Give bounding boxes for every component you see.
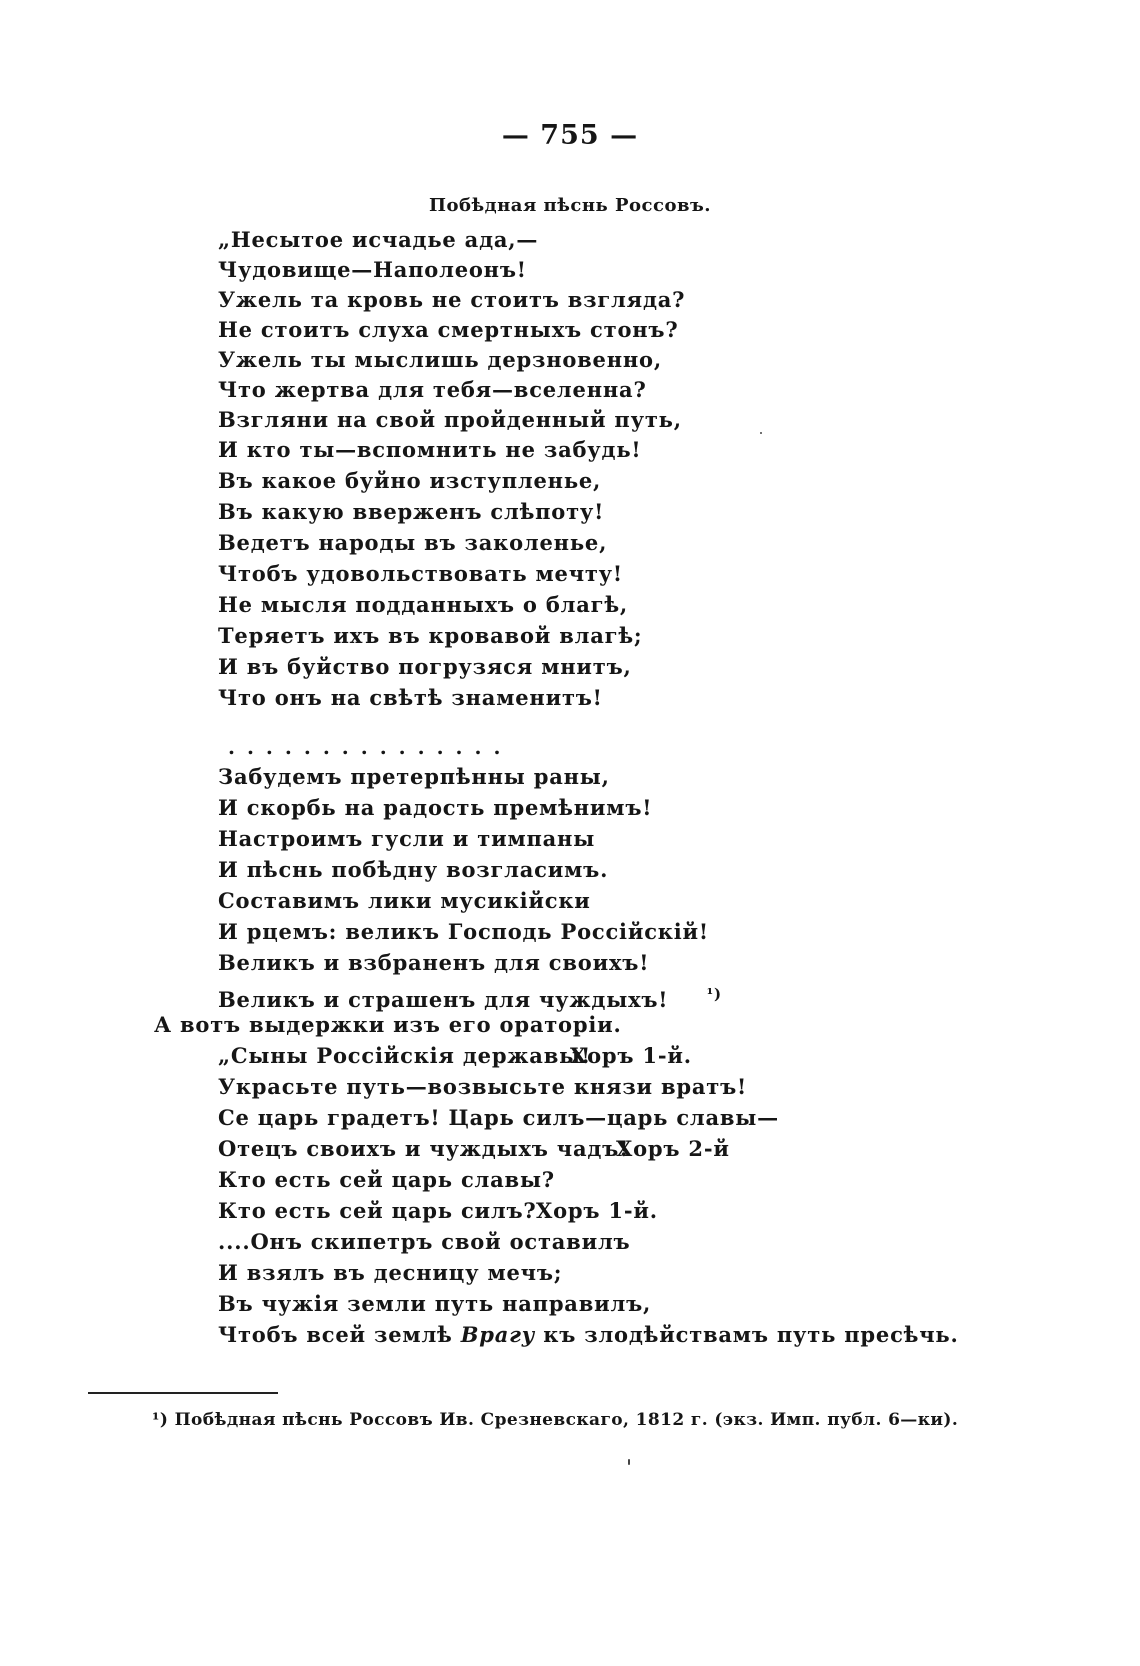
footnote-divider (88, 1392, 278, 1394)
oratorio-line-last (218, 1320, 959, 1350)
poem-line: „Несытое исчадье ада,— (218, 227, 539, 252)
oratorio-line: И взялъ въ десницу мечъ; (218, 1260, 563, 1285)
choir-label: Хоръ 2-й (616, 1136, 730, 1161)
poem-line: Что онъ на свѣтѣ знаменитъ! (218, 685, 603, 710)
page-number: — 755 — (501, 120, 639, 151)
poem-line: Чудовище—Наполеонъ! (218, 257, 527, 282)
ellipsis-dots: ............... (228, 735, 513, 759)
last-line-text-end: къ злодѣйствамъ путь пресѣчь. (535, 1322, 959, 1347)
footnote: ¹) Побѣдная пѣснь Россовъ Ив. Срезневскаго, 1812 г. (экз. Имп. публ. 6—ки). (152, 1410, 959, 1430)
oratorio-line: Въ чужія земли путь направилъ, (218, 1291, 652, 1316)
oratorio-line: Отецъ своихъ и чуждыхъ чадъ! (218, 1136, 630, 1161)
oratorio-line: ....Онъ скипетръ свой оставилъ (218, 1229, 631, 1254)
poem-line: Не стоитъ слуха смертныхъ стонъ? (218, 317, 679, 342)
poem-line: Не мысля подданныхъ о благѣ, (218, 592, 629, 617)
scan-speck (628, 1459, 630, 1465)
poem-line: Составимъ лики мусикійски (218, 888, 591, 913)
poem-line: Что жертва для тебя—вселенна? (218, 377, 647, 402)
poem-line: Теряетъ ихъ въ кровавой влагѣ; (218, 623, 643, 648)
poem-line: Въ какую вверженъ слѣпоту! (218, 499, 605, 524)
poem-line: Взгляни на свой пройденный путь, (218, 407, 682, 432)
section-title: Побѣдная пѣснь Россовъ. (428, 195, 712, 216)
poem-line: Ужель та кровь не стоитъ взгляда? (218, 287, 686, 312)
poem-line: Чтобъ удовольствовать мечту! (218, 561, 623, 586)
prose-line: А вотъ выдержки изъ его ораторіи. (154, 1012, 622, 1037)
poem-line: Забудемъ претерпѣнны раны, (218, 764, 610, 789)
choir-label: Хоръ 1-й. (570, 1043, 692, 1068)
poem-line-text: Великъ и страшенъ для чуждыхъ! (218, 987, 669, 1012)
poem-line: И скорбь на радость премѣнимъ! (218, 795, 653, 820)
last-line-italic-word: Врагу (460, 1322, 536, 1347)
oratorio-line: Кто есть сей царь славы? (218, 1167, 555, 1192)
poem-line: И кто ты—вспомнить не забудь! (218, 437, 642, 462)
poem-line: Ужель ты мыслишь дерзновенно, (218, 347, 662, 372)
scan-speck (760, 432, 762, 434)
poem-line: И пѣснь побѣдну возгласимъ. (218, 857, 609, 882)
poem-line: Въ какое буйно изступленье, (218, 468, 602, 493)
choir-label: Хоръ 1-й. (536, 1198, 658, 1223)
last-line-text: Чтобъ всей землѣ (218, 1322, 461, 1347)
footnote-marker: ¹) (706, 985, 722, 1003)
poem-line: И въ буйство погрузяся мнитъ, (218, 654, 632, 679)
oratorio-line: „Сыны Россійскія державы! (218, 1043, 591, 1068)
poem-line: Великъ и взбраненъ для своихъ! (218, 950, 650, 975)
poem-line: Настроимъ гусли и тимпаны (218, 826, 596, 851)
oratorio-line: Се царь градетъ! Царь силъ—царь славы— (218, 1105, 779, 1130)
oratorio-line: Кто есть сей царь силъ? (218, 1198, 537, 1223)
poem-line: И рцемъ: великъ Господь Россійскій! (218, 919, 709, 944)
oratorio-line: Украсьте путь—возвысьте князи вратъ! (218, 1074, 748, 1099)
poem-line: Ведетъ народы въ заколенье, (218, 530, 608, 555)
